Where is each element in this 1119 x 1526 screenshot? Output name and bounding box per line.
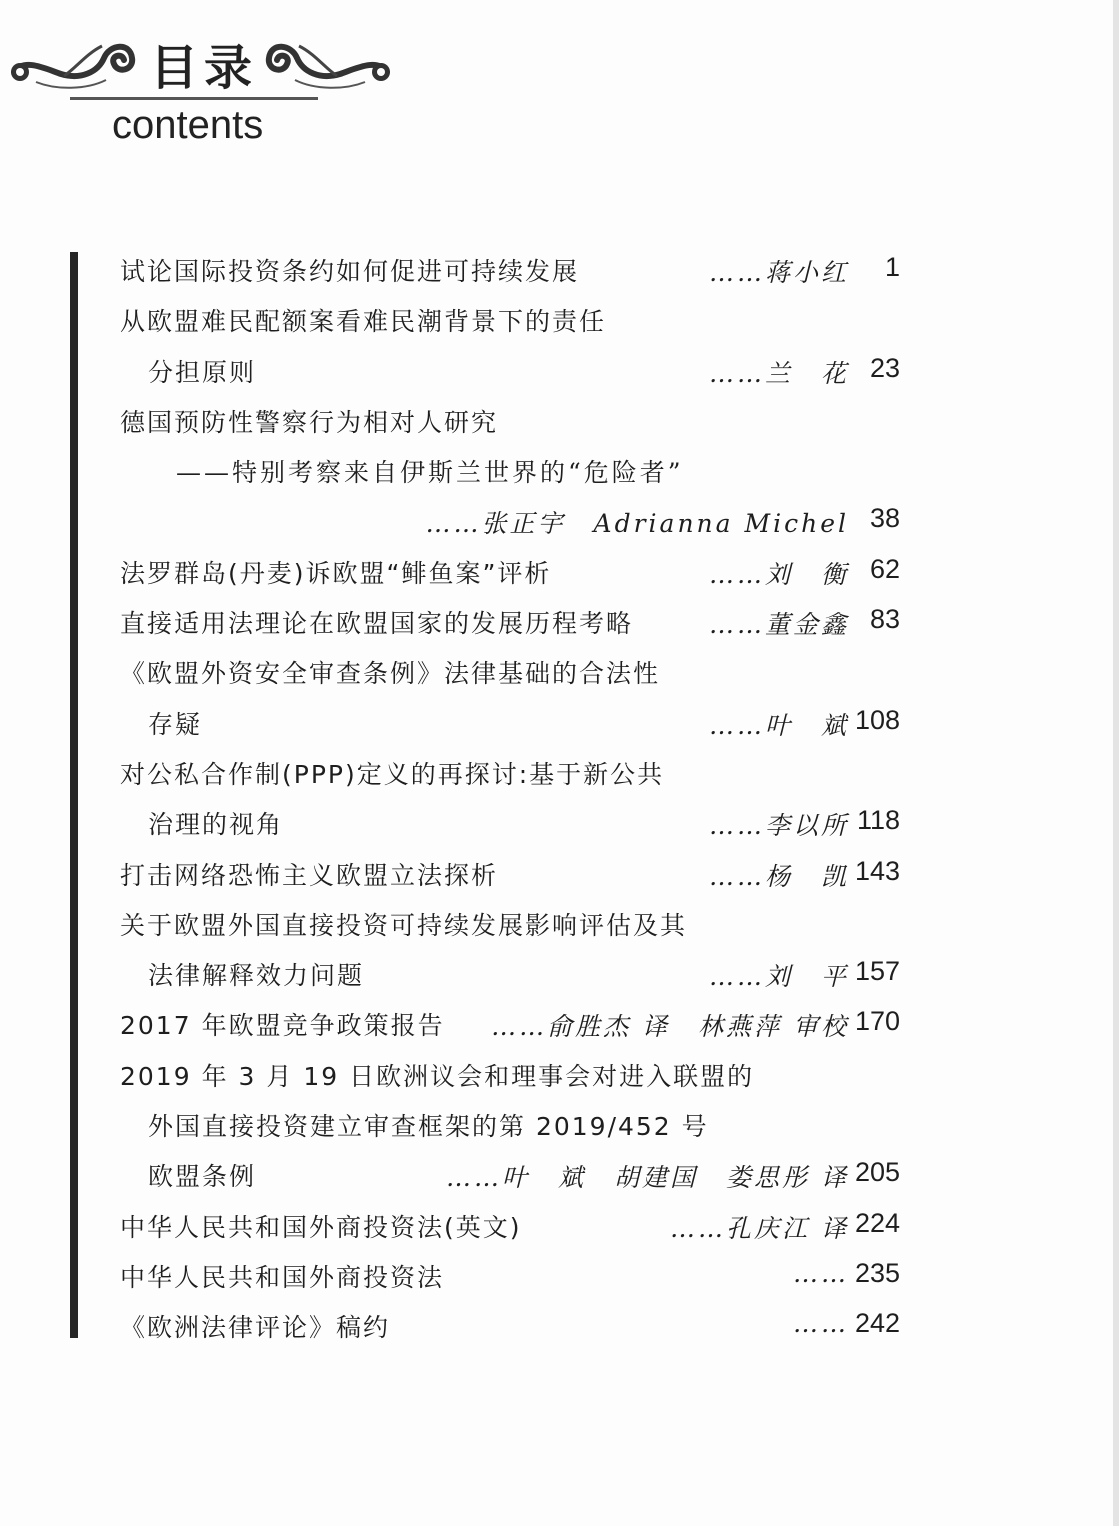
entry-author: ……刘 平 (708, 962, 849, 992)
entry-author: ……董金鑫 (708, 610, 849, 640)
entry-page: 143 (854, 855, 900, 886)
entry-title: 分担原则 (148, 357, 257, 387)
entry-page: 224 (854, 1207, 900, 1238)
entry-title: 中华人民共和国外商投资法 (120, 1262, 445, 1292)
entry-page: 235 (854, 1257, 900, 1288)
entry-page: 157 (854, 956, 900, 987)
toc-entry[interactable] (0, 1300, 1119, 1350)
toc-entry[interactable] (0, 495, 1119, 545)
entry-title: 直接适用法理论在欧盟国家的发展历程考略 (120, 609, 634, 639)
toc-list (0, 244, 1119, 1351)
entry-title: 从欧盟难民配额案看难民潮背景下的责任 (120, 307, 607, 337)
toc-entry[interactable] (0, 1149, 1119, 1199)
entry-author: …… (793, 1258, 849, 1288)
entry-author: ……张正宇 Adrianna Michel (425, 509, 849, 539)
toc-entry[interactable] (0, 697, 1119, 747)
entry-author: ……兰 花 (708, 358, 849, 388)
toc-entry[interactable] (0, 998, 1119, 1048)
entry-author: ……叶 斌 (708, 710, 849, 740)
toc-entry[interactable] (0, 445, 1119, 495)
entry-title: 试论国际投资条约如何促进可持续发展 (120, 257, 580, 286)
toc-title-chinese: 目录 (150, 40, 259, 96)
toc-entry[interactable] (0, 848, 1119, 898)
toc-entry[interactable] (0, 1250, 1119, 1300)
toc-entry[interactable] (0, 797, 1119, 847)
toc-entry[interactable] (0, 948, 1119, 998)
toc-entry[interactable] (0, 546, 1119, 596)
toc-entry[interactable] (0, 747, 1119, 797)
entry-author: ……刘 衡 (708, 559, 849, 589)
entry-title: 《欧洲法律评论》稿约 (120, 1313, 391, 1343)
toc-entry[interactable] (0, 294, 1119, 344)
toc-entry[interactable] (0, 345, 1119, 395)
entry-page: 23 (869, 352, 900, 383)
entry-author: …… (793, 1309, 849, 1339)
toc-header (0, 0, 420, 160)
entry-title: 存疑 (148, 709, 203, 739)
entry-title: 关于欧盟外国直接投资可持续发展影响评估及其 (120, 910, 688, 940)
entry-title: 法律解释效力问题 (148, 961, 365, 991)
entry-page: 205 (854, 1157, 900, 1188)
toc-title-english: contents (112, 103, 264, 147)
entry-page: 38 (869, 503, 900, 534)
toc-entry[interactable] (0, 596, 1119, 646)
toc-entry[interactable] (0, 898, 1119, 948)
toc-entry[interactable] (0, 1200, 1119, 1250)
entry-title: 治理的视角 (148, 810, 284, 840)
entry-title: 对公私合作制(PPP)定义的再探讨:基于新公共 (120, 759, 665, 789)
entry-page: 1 (884, 252, 900, 282)
entry-subtitle: ——特别考察来自伊斯兰世界的“危险者” (176, 458, 684, 488)
entry-title: 中华人民共和国外商投资法(英文) (120, 1212, 522, 1242)
entry-author: ……叶 斌 胡建国 娄思彤 译 (446, 1163, 849, 1193)
entry-page: 62 (869, 553, 900, 584)
entry-title: 2017 年欧盟竞争政策报告 (120, 1011, 445, 1041)
entry-page: 83 (869, 604, 900, 635)
entry-title: 外国直接投资建立审查框架的第 2019/452 号 (148, 1112, 709, 1142)
ornament-right-icon (265, 28, 395, 98)
toc-entry[interactable] (0, 244, 1119, 294)
toc-entry[interactable] (0, 1099, 1119, 1149)
entry-title: 打击网络恐怖主义欧盟立法探析 (120, 860, 499, 890)
toc-entry[interactable] (0, 395, 1119, 445)
header-rule (70, 97, 318, 100)
entry-page: 242 (854, 1308, 900, 1339)
entry-title: 2019 年 3 月 19 日欧洲议会和理事会对进入联盟的 (120, 1061, 755, 1091)
entry-author: ……孔庆江 译 (670, 1213, 849, 1243)
entry-author: ……俞胜杰 译 林燕萍 审校 (491, 1012, 849, 1042)
entry-page: 118 (856, 805, 900, 836)
entry-title: 德国预防性警察行为相对人研究 (120, 407, 499, 437)
entry-page: 170 (854, 1006, 900, 1037)
toc-entry[interactable] (0, 646, 1119, 696)
toc-entry[interactable] (0, 1049, 1119, 1099)
entry-page: 108 (854, 704, 900, 735)
entry-title: 法罗群岛(丹麦)诉欧盟“鲱鱼案”评析 (120, 558, 552, 588)
ornament-left-icon (6, 28, 136, 98)
entry-author: ……李以所 (708, 811, 849, 841)
entry-author: ……蒋小红 (708, 258, 849, 287)
entry-author: ……杨 凯 (708, 861, 849, 891)
entry-title: 《欧盟外资安全审查条例》法律基础的合法性 (120, 659, 661, 689)
entry-title: 欧盟条例 (148, 1162, 257, 1192)
